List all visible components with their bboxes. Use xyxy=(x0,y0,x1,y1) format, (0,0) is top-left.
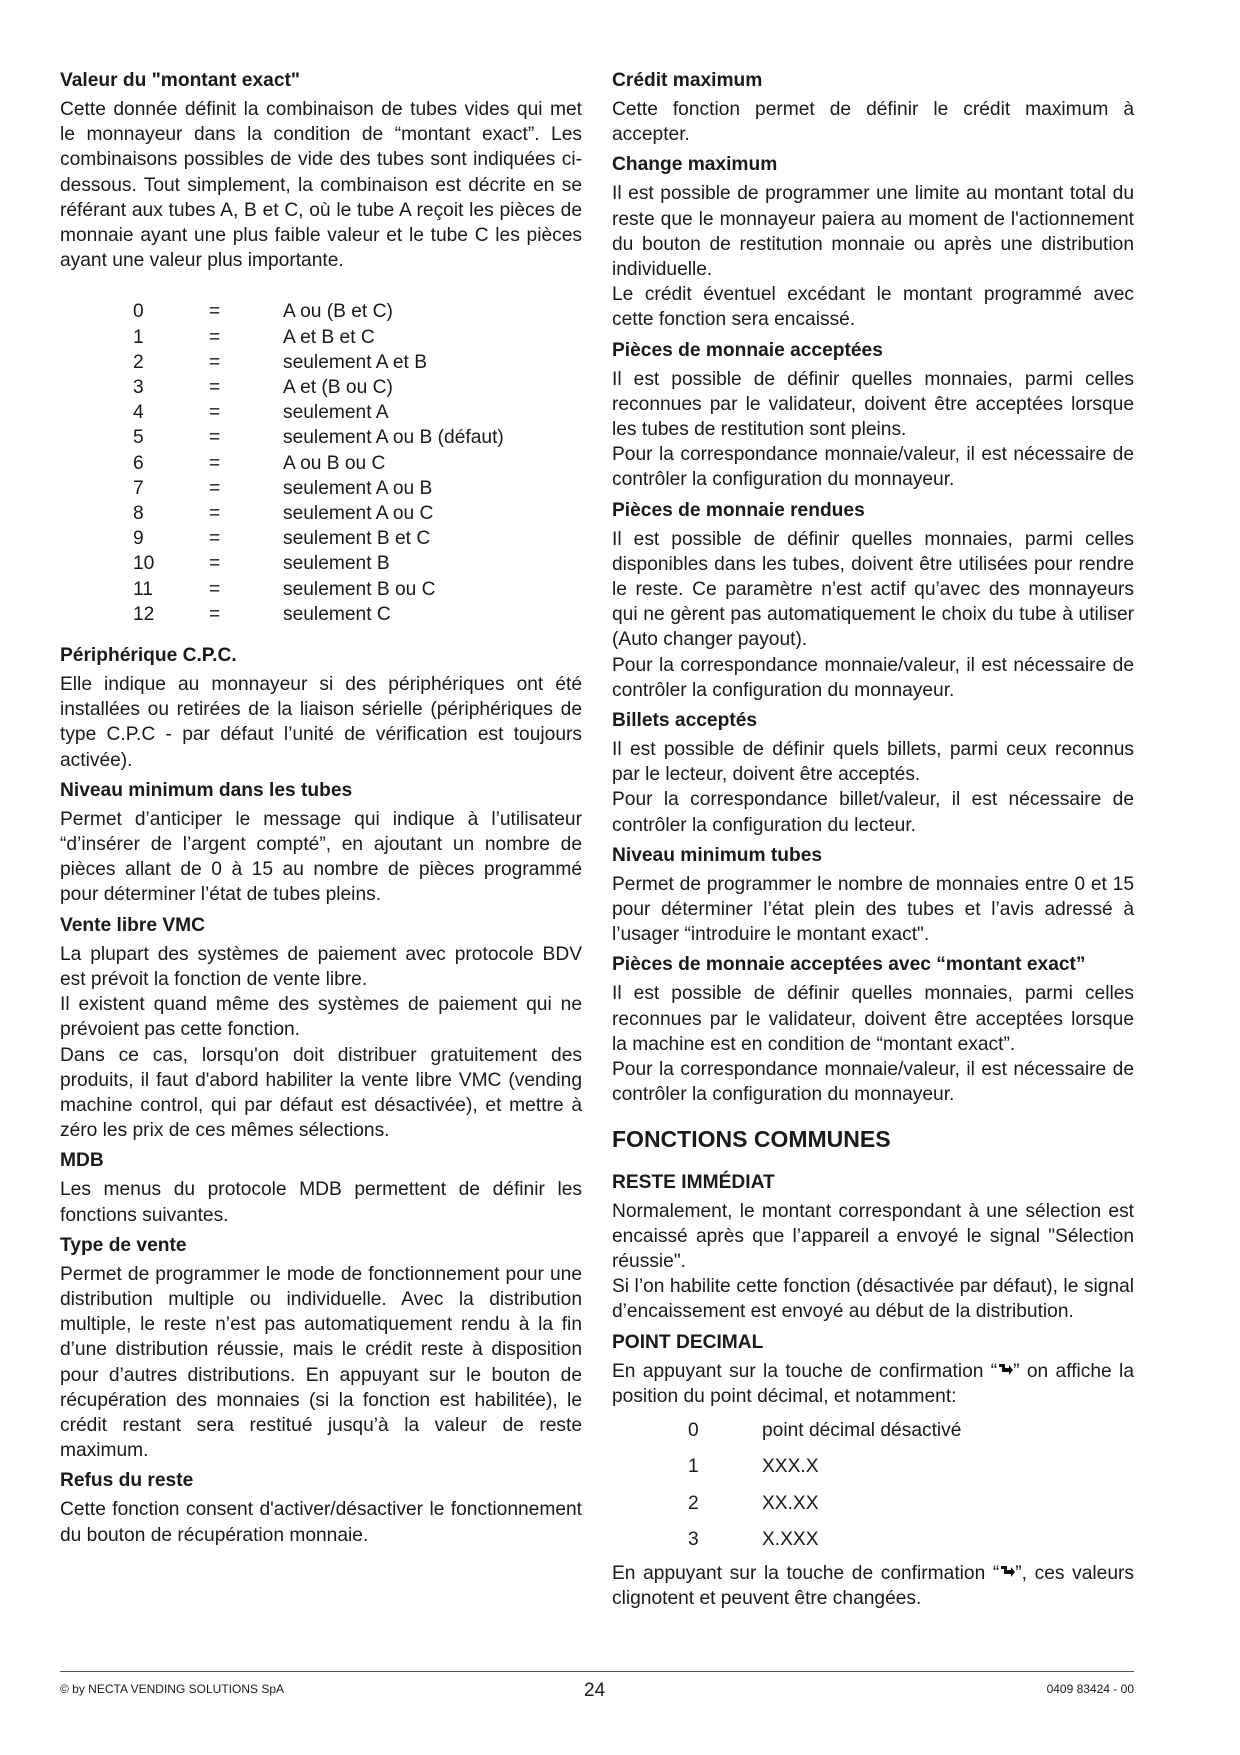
section-text: Le crédit éventuel excédant le montant programmé avec cette fonction sera encaissé. xyxy=(612,284,1134,331)
decimal-options-table xyxy=(688,1413,961,1559)
section-title: Type de vente xyxy=(60,1234,187,1256)
section-title: Refus du reste xyxy=(60,1470,194,1492)
section-billets-acceptes xyxy=(612,708,1134,838)
decimal-option-number: 2 xyxy=(688,1492,699,1514)
section-text: Pour la correspondance monnaie/valeur, il est nécessaire de contrôler la configuration du monnayeur. xyxy=(612,654,1134,701)
text-fragment: En appuyant sur la touche de confirmation “ xyxy=(612,1360,998,1382)
section-text: Dans ce cas, lorsqu'on doit distribuer gratuitement des produits, il faut d'abord habiliter la vente libre VMC (vending machine control, qui par défaut est désactivée), et mettre à zéro les prix de ces mêmes sélections. xyxy=(60,1044,582,1142)
confirm-key-icon xyxy=(999,1561,1015,1586)
section-text: Permet de programmer le nombre de monnaies entre 0 et 15 pour déterminer l’état plein des tubes et l’avis adressé à l’usager “introduire le montant exact". xyxy=(612,873,1134,946)
combination-value: seulement A ou B (défaut) xyxy=(283,427,504,449)
section-text: Cette fonction permet de définir le crédit maximum à accepter. xyxy=(612,99,1134,146)
combination-equals: = xyxy=(209,477,221,499)
table-row xyxy=(133,501,504,526)
combination-equals: = xyxy=(209,528,221,550)
table-row xyxy=(133,476,504,501)
section-title: Pièces de monnaie rendues xyxy=(612,499,865,521)
right-column xyxy=(612,68,1134,1611)
combination-equals: = xyxy=(209,553,221,575)
combination-value: seulement B ou C xyxy=(283,578,436,600)
section-refus-du-reste xyxy=(60,1468,582,1547)
section-peripherique-cpc xyxy=(60,643,582,773)
section-title: Vente libre VMC xyxy=(60,914,206,936)
left-column xyxy=(60,68,582,1548)
section-point-decimal xyxy=(612,1330,1134,1612)
table-row xyxy=(133,400,504,425)
table-row xyxy=(133,425,504,450)
section-title: RESTE IMMÉDIAT xyxy=(612,1171,775,1193)
section-change-maximum xyxy=(612,152,1134,332)
page-number: 24 xyxy=(584,1680,606,1701)
table-row xyxy=(133,350,504,375)
section-text: Permet d’anticiper le message qui indique à l’utilisateur “d’insérer de l’argent compté”, en ajoutant un nombre de pièces allant de 0 à 15 au nombre de pièces programmé pour déterminer l’état de tubes pleins. xyxy=(60,808,582,906)
combination-value: seulement A xyxy=(283,402,389,424)
section-title: Pièces de monnaie acceptées avec “montant exact” xyxy=(612,954,1086,976)
section-text: La plupart des systèmes de paiement avec protocole BDV est prévoit la fonction de vente libre. xyxy=(60,943,582,990)
decimal-option-value: X.XXX xyxy=(762,1529,819,1551)
combination-number: 10 xyxy=(133,553,155,575)
combination-value: seulement A et B xyxy=(283,351,427,373)
document-code: 0409 83424 - 00 xyxy=(1046,1682,1134,1696)
section-title: Niveau minimum tubes xyxy=(612,844,823,866)
combination-equals: = xyxy=(209,351,221,373)
combination-equals: = xyxy=(209,427,221,449)
combination-value: seulement B xyxy=(283,553,390,575)
combination-value: seulement A ou C xyxy=(283,503,434,525)
decimal-option-value: point décimal désactivé xyxy=(762,1419,962,1441)
text-fragment: ” on affiche la position du point décimal, et notamment: xyxy=(612,1360,1134,1407)
text-fragment: En appuyant sur la touche de confirmation “ xyxy=(612,1562,1000,1584)
section-text: Cette fonction consent d'activer/désactiver le fonctionnement du bouton de récupération monnaie. xyxy=(60,1499,582,1546)
combination-number: 5 xyxy=(133,427,144,449)
combination-equals: = xyxy=(209,578,221,600)
section-text: Permet de programmer le mode de fonctionnement pour une distribution multiple ou individuelle. Avec la distribution multiple, le reste n’est pas automatiquement rendu à la fin d’une distribution réussie, mais le crédit reste à disposition pour d’autres distributions. En appuyant sur le bouton de récupération des monnaies (si la fonction est habilitée), le crédit restant sera restitué jusqu’à la valeur de reste maximum. xyxy=(60,1263,582,1462)
combination-number: 2 xyxy=(133,351,144,373)
section-text: Il est possible de définir quels billets, parmi ceux reconnus par le lecteur, doivent être acceptés. xyxy=(612,739,1134,786)
combination-number: 1 xyxy=(133,326,144,348)
section-title: Change maximum xyxy=(612,154,778,176)
section-text: Si l’on habilite cette fonction (désactivée par défaut), le signal d’encaissement est envoyé au début de la distribution. xyxy=(612,1276,1134,1323)
section-title: Valeur du "montant exact" xyxy=(60,70,300,91)
combination-number: 3 xyxy=(133,377,144,399)
combination-equals: = xyxy=(209,301,221,323)
section-title: Billets acceptés xyxy=(612,710,758,732)
section-credit-maximum xyxy=(612,68,1134,147)
section-reste-immediat xyxy=(612,1170,1134,1325)
section-title: Pièces de monnaie acceptées xyxy=(612,339,883,361)
combination-equals: = xyxy=(209,377,221,399)
section-type-de-vente xyxy=(60,1233,582,1464)
decimal-option-number: 3 xyxy=(688,1529,699,1551)
combination-number: 11 xyxy=(133,578,153,600)
combination-table xyxy=(133,299,504,627)
section-text: Pour la correspondance billet/valeur, il est nécessaire de contrôler la configuration du lecteur. xyxy=(612,789,1134,836)
table-row xyxy=(133,551,504,576)
confirm-key-icon xyxy=(997,1359,1013,1384)
combination-number: 0 xyxy=(133,301,144,323)
combination-equals: = xyxy=(209,503,221,525)
section-vente-libre-vmc xyxy=(60,913,582,1144)
combination-value: seulement B et C xyxy=(283,528,431,550)
section-pieces-acceptees xyxy=(612,338,1134,493)
table-row xyxy=(133,299,504,324)
footer-divider xyxy=(60,1671,1134,1672)
section-text: Pour la correspondance monnaie/valeur, il est nécessaire de contrôler la configuration du monnayeur. xyxy=(612,444,1134,491)
table-row xyxy=(133,526,504,551)
combination-equals: = xyxy=(209,402,221,424)
table-row xyxy=(688,1486,961,1523)
section-valeur-montant-exact xyxy=(60,68,582,273)
section-title: MDB xyxy=(60,1150,104,1172)
section-pieces-rendues xyxy=(612,498,1134,703)
table-row xyxy=(133,325,504,350)
section-text: Normalement, le montant correspondant à une sélection est encaissé après que l’appareil a envoyé le signal "Sélection réussie". xyxy=(612,1200,1134,1272)
section-text: Il est possible de définir quelles monnaies, parmi celles disponibles dans les tubes, doivent être utilisées pour rendre le reste. Ce paramètre n’est actif qu’avec des monnayeurs qui ne gèrent pas automatiquement le choix du tube à utiliser (Auto changer payout). xyxy=(612,528,1134,651)
text-fragment: ”, ces valeurs clignotent et peuvent être changées. xyxy=(612,1562,1134,1610)
section-text xyxy=(612,1561,1134,1611)
section-text: Elle indique au monnayeur si des périphériques ont été installées ou retirées de la liaison sérielle (périphériques de type C.P.C - par défaut l’unité de vérification est toujours activée). xyxy=(60,674,582,771)
section-text: Il existent quand même des systèmes de paiement qui ne prévoient pas cette fonction. xyxy=(60,994,582,1041)
section-text: Il est possible de programmer une limite au montant total du reste que le monnayeur paiera au moment de l'actionnement du bouton de restitution monnaie ou après une distribution individuelle. xyxy=(612,183,1134,281)
table-row xyxy=(688,1522,961,1559)
decimal-option-value: XX.XX xyxy=(762,1492,819,1514)
combination-equals: = xyxy=(209,452,221,474)
combination-number: 6 xyxy=(133,452,144,474)
section-text xyxy=(612,1359,1134,1409)
section-title: POINT DECIMAL xyxy=(612,1331,764,1353)
combination-equals: = xyxy=(209,603,221,625)
table-row xyxy=(688,1413,961,1450)
section-text: Il est possible de définir quelles monnaies, parmi celles reconnues par le validateur, doivent être acceptées lorsque les tubes de restitution sont pleins. xyxy=(612,368,1134,441)
section-mdb xyxy=(60,1148,582,1227)
table-row xyxy=(688,1449,961,1486)
combination-number: 8 xyxy=(133,503,144,525)
section-niveau-minimum xyxy=(60,778,582,908)
section-text: Pour la correspondance monnaie/valeur, il est nécessaire de contrôler la configuration du monnayeur. xyxy=(612,1059,1134,1106)
combination-equals: = xyxy=(209,326,221,348)
combination-value: seulement C xyxy=(283,603,391,625)
combination-value: A ou (B et C) xyxy=(283,301,393,323)
fonctions-communes-heading: FONCTIONS COMMUNES xyxy=(612,1125,891,1152)
table-row xyxy=(133,577,504,602)
decimal-option-value: XXX.X xyxy=(762,1456,819,1478)
section-title: Crédit maximum xyxy=(612,70,763,91)
combination-value: A et (B ou C) xyxy=(283,377,393,399)
table-row xyxy=(133,375,504,400)
section-montant-exact xyxy=(612,952,1134,1107)
section-text: Il est possible de définir quelles monnaies, parmi celles reconnues par le validateur, doivent être acceptées lorsque la machine est en condition de “montant exact”. xyxy=(612,983,1134,1055)
combination-value: A ou B ou C xyxy=(283,452,386,474)
combination-number: 4 xyxy=(133,402,144,424)
section-text: Les menus du protocole MDB permettent de définir les fonctions suivantes. xyxy=(60,1179,582,1226)
table-row xyxy=(133,451,504,476)
combination-number: 9 xyxy=(133,528,144,550)
decimal-option-number: 1 xyxy=(688,1456,699,1478)
section-title: Périphérique C.P.C. xyxy=(60,645,237,667)
table-row xyxy=(133,602,504,627)
section-text: Cette donnée définit la combinaison de tubes vides qui met le monnayeur dans la condition de “montant exact”. Les combinaisons possibles de vide des tubes sont indiquées ci-dessous. Tout simplement, la combinaison est décrite en se référant aux tubes A, B et C, où le tube A reçoit les pièces de monnaie ayant une plus faible valeur et le tube C les pièces ayant une valeur plus importante. xyxy=(60,99,582,272)
section-niveau-minimum-tubes xyxy=(612,843,1134,948)
combination-value: seulement A ou B xyxy=(283,477,433,499)
combination-value: A et B et C xyxy=(283,326,375,348)
combination-number: 7 xyxy=(133,477,144,499)
decimal-option-number: 0 xyxy=(688,1419,699,1441)
footer-copyright: © by NECTA VENDING SOLUTIONS SpA xyxy=(60,1682,285,1696)
section-title: Niveau minimum dans les tubes xyxy=(60,779,353,801)
combination-number: 12 xyxy=(133,603,155,625)
